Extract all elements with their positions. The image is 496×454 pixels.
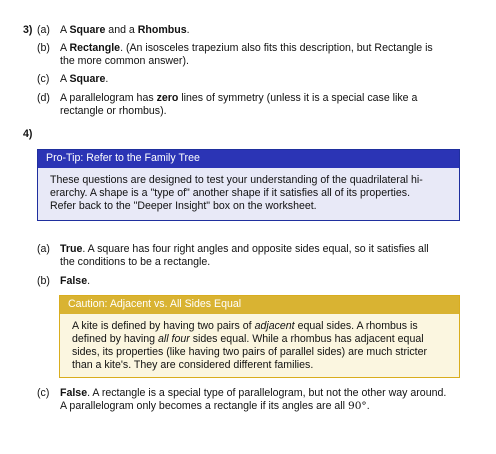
question-3-number: 3) xyxy=(23,24,33,36)
protip-title: Pro-Tip: Refer to the Family Tree xyxy=(38,150,459,168)
q3b-answer: A Rectangle. (An isosceles trapezium also fits this description, but Rectangle is the more common answer). xyxy=(60,42,433,67)
caution-body: A kite is defined by having two pairs of adjacent equal sides. A rhombus is defined by having all four sides equal. While a rhombus has adjacent equal sides, its properties (like having two pairs of parallel sides) are much stricter than a kite's. They are considered different families. xyxy=(72,320,428,371)
q3a-answer: A Square and a Rhombus. xyxy=(60,24,190,36)
protip-line: erarchy. A shape is a "type of" another shape if it satisfies all of its properties. xyxy=(50,187,411,199)
question-4-number: 4) xyxy=(23,128,33,140)
q4b-label: (b) xyxy=(37,275,50,287)
q3a-label: (a) xyxy=(37,24,50,36)
q3b-label: (b) xyxy=(37,42,50,54)
q4a-answer: True. A square has four right angles and opposite sides equal, so it satisfies all the conditions to be a rectangle. xyxy=(60,243,429,268)
angle-math: 90° xyxy=(347,400,367,412)
protip-line: Refer back to the "Deeper Insight" box on the worksheet. xyxy=(50,200,317,212)
q3d-label: (d) xyxy=(37,92,50,104)
caution-title: Caution: Adjacent vs. All Sides Equal xyxy=(60,296,459,314)
protip-body xyxy=(38,168,459,219)
q4c-label: (c) xyxy=(37,387,50,399)
protip-box xyxy=(37,149,460,221)
q4b-answer: False. xyxy=(60,275,91,287)
protip-line: These questions are designed to test your understanding of the quadrilateral hi- xyxy=(50,174,423,186)
q3c-label: (c) xyxy=(37,73,50,85)
q3c-answer: A Square. xyxy=(60,73,109,85)
q4c-answer: False. A rectangle is a special type of parallelogram, but not the other way around. A parallelogram only becomes a rectangle if its angles are all 90°. xyxy=(60,387,447,412)
caution-box xyxy=(59,295,460,378)
q4a-label: (a) xyxy=(37,243,50,255)
q3d-answer: A parallelogram has zero lines of symmetry (unless it is a special case like a rectangle or rhombus). xyxy=(60,92,418,117)
